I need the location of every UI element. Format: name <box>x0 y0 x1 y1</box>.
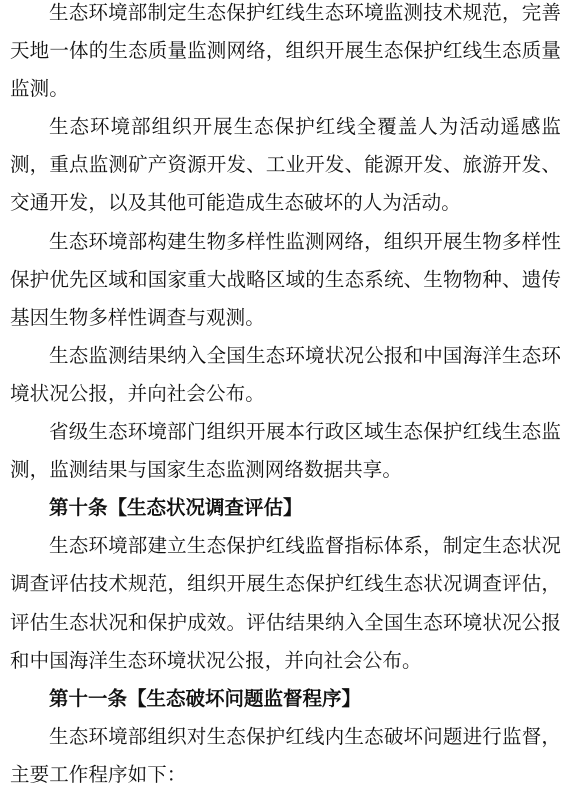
paragraph-monitoring-results-publication: 生态监测结果纳入全国生态环境状况公报和中国海洋生态环境状况公报，并向社会公布。 <box>10 343 561 405</box>
paragraph-ecological-quality-monitoring: 生态环境部制定生态保护红线生态环境监测技术规范，完善天地一体的生态质量监测网络，组织开展生态保护红线生态质量监测。 <box>10 1 561 101</box>
paragraph-biodiversity-monitoring: 生态环境部构建生物多样性监测网络，组织开展生物多样性保护优先区域和国家重大战略区域的生态系统、生物物种、遗传基因生物多样性调查与观测。 <box>10 229 561 329</box>
paragraph-human-activity-remote-sensing: 生态环境部组织开展生态保护红线全覆盖人为活动遥感监测，重点监测矿产资源开发、工业开发、能源开发、旅游开发、交通开发，以及其他可能造成生态破坏的人为活动。 <box>10 115 561 215</box>
article-10-heading: 第十条【生态状况调查评估】 <box>49 496 303 520</box>
paragraph-provincial-monitoring: 省级生态环境部门组织开展本行政区域生态保护红线生态监测，监测结果与国家生态监测网络数据共享。 <box>10 420 561 482</box>
paragraph-supervision-procedure: 生态环境部组织对生态保护红线内生态破坏问题进行监督，主要工作程序如下： <box>10 724 561 786</box>
article-11-heading: 第十一条【生态破坏问题监督程序】 <box>49 686 362 710</box>
document-page <box>10 0 561 794</box>
paragraph-status-survey-evaluation: 生态环境部建立生态保护红线监督指标体系，制定生态状况调查评估技术规范，组织开展生态保护红线生态状况调查评估，评估生态状况和保护成效。评估结果纳入全国生态环境状况公报和中国海洋生态环境状况公报，并向社会公布。 <box>10 534 561 672</box>
